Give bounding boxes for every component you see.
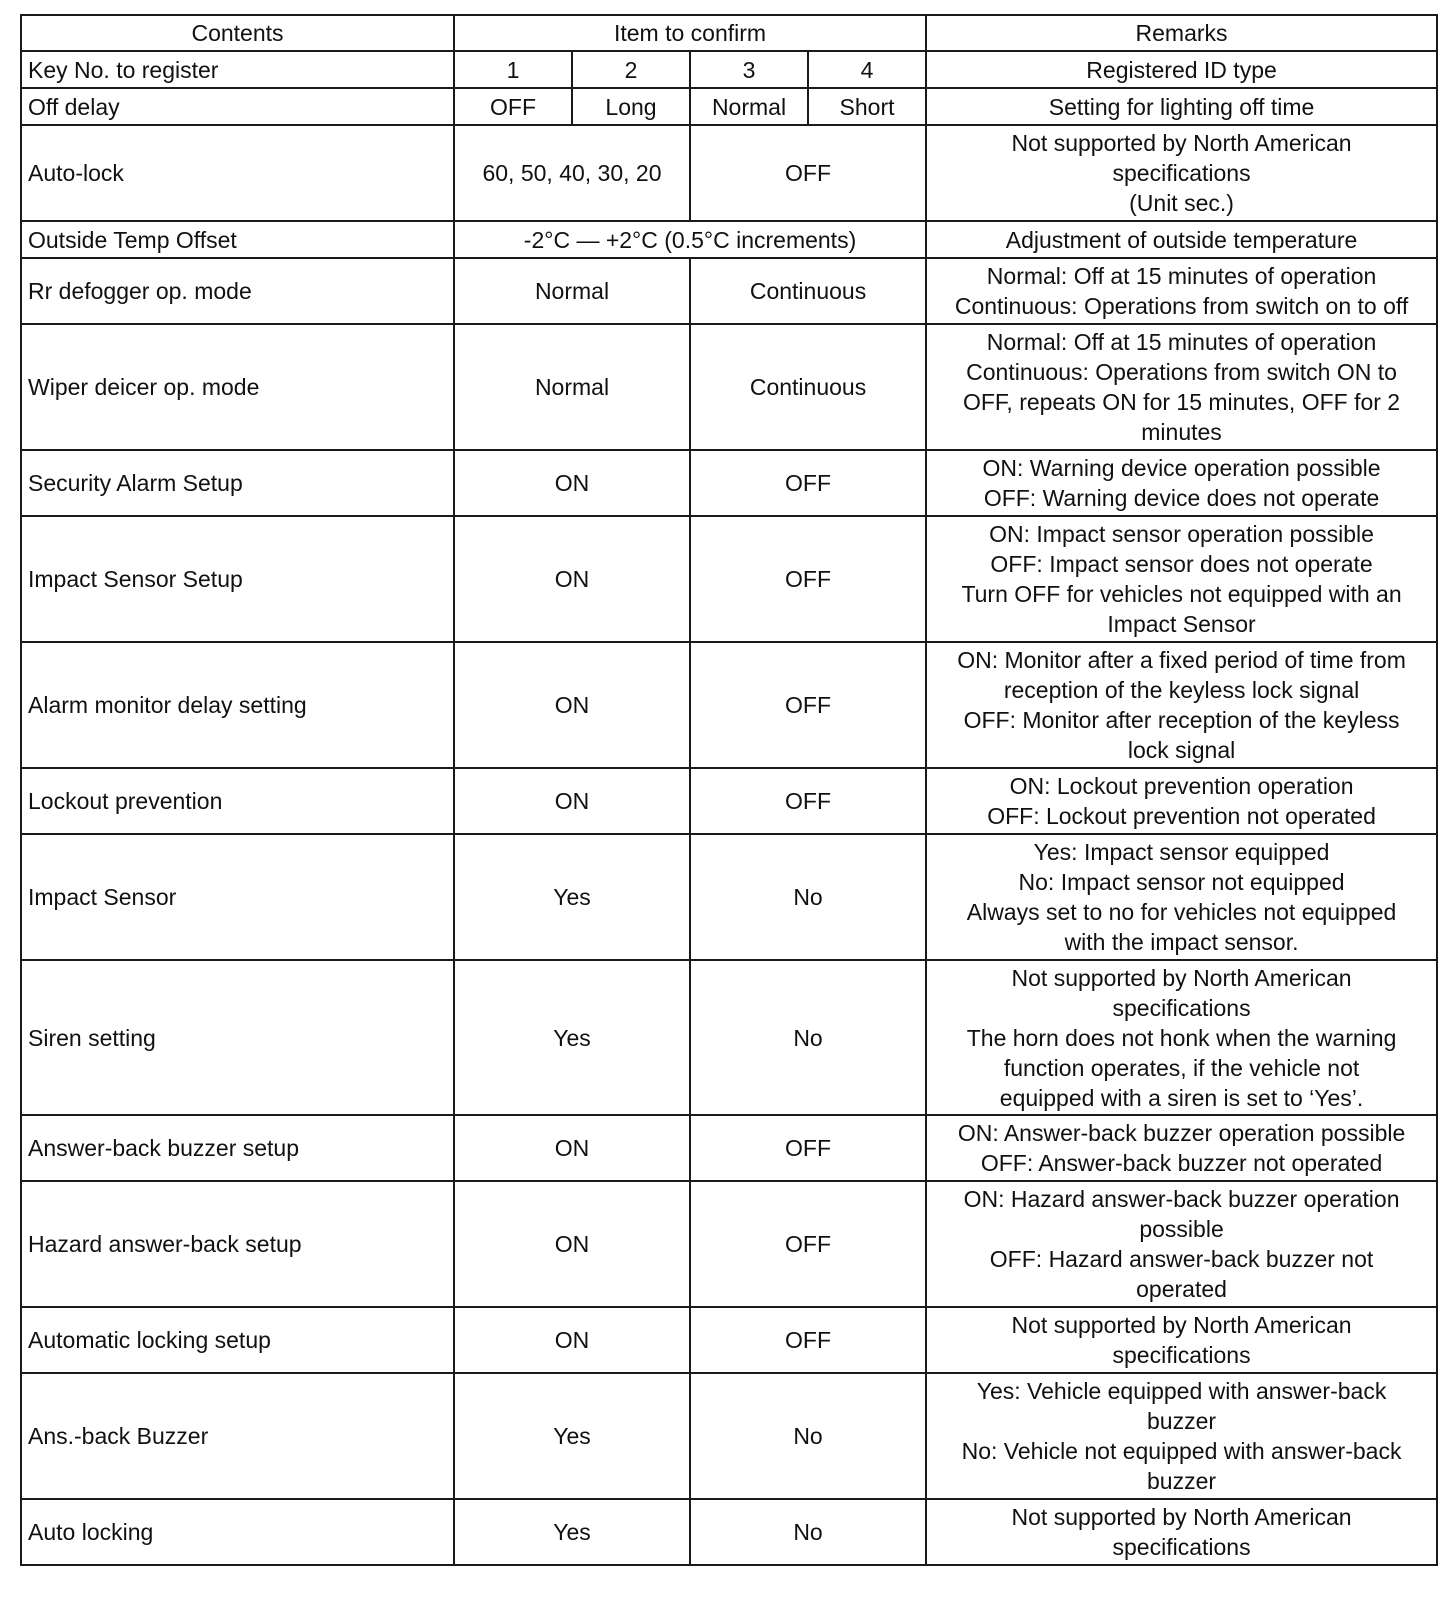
remarks-line: specifications <box>1112 994 1251 1021</box>
row-remarks <box>926 960 1437 1115</box>
remarks-line: ON: Warning device operation possible <box>982 455 1381 481</box>
row-label: Wiper deicer op. mode <box>21 324 454 450</box>
option-a-value: Normal <box>454 324 690 450</box>
settings-table <box>20 14 1438 1566</box>
option-b-value: No <box>690 1373 926 1499</box>
table-row <box>21 642 1437 768</box>
row-label: Answer-back buzzer setup <box>21 1115 454 1181</box>
remarks-line: OFF: Monitor after reception of the keyless <box>963 707 1400 733</box>
remarks-line: reception of the keyless lock signal <box>1003 677 1360 703</box>
option-rows <box>21 258 1437 1565</box>
option-a-value: Yes <box>454 960 690 1115</box>
off-delay-option-3: Normal <box>690 88 808 125</box>
temp-offset-range: -2°C — +2°C (0.5°C increments) <box>454 221 926 258</box>
remarks-line: specifications <box>1112 1342 1251 1368</box>
remarks-line: equipped with a siren is set to ‘Yes’. <box>999 1084 1364 1111</box>
remarks-line: Turn OFF for vehicles not equipped with an <box>961 581 1402 607</box>
table-row <box>21 1307 1437 1373</box>
row-remarks <box>926 1115 1437 1181</box>
option-a-value: ON <box>454 1181 690 1307</box>
table-row <box>21 768 1437 834</box>
remarks-line: Normal: Off at 15 minutes of operation <box>986 263 1377 289</box>
option-b-value: OFF <box>690 450 926 516</box>
option-b-value: OFF <box>690 642 926 768</box>
row-remarks <box>926 834 1437 960</box>
remarks-line: (Unit sec.) <box>1129 190 1234 216</box>
key-number-1: 1 <box>454 51 572 88</box>
option-b-value: No <box>690 834 926 960</box>
key-number-row <box>21 51 1437 88</box>
row-label: Siren setting <box>21 960 454 1115</box>
row-label: Alarm monitor delay setting <box>21 642 454 768</box>
option-a-value: Yes <box>454 834 690 960</box>
row-remarks: Registered ID type <box>926 51 1437 88</box>
row-label: Impact Sensor <box>21 834 454 960</box>
row-remarks <box>926 642 1437 768</box>
option-a-value: Yes <box>454 1373 690 1499</box>
row-remarks <box>926 768 1437 834</box>
remarks-line: Continuous: Operations from switch ON to <box>966 359 1397 385</box>
remarks-line: Always set to no for vehicles not equipped <box>966 899 1397 925</box>
option-b-value: OFF <box>690 768 926 834</box>
remarks-line: minutes <box>1141 419 1222 445</box>
remarks-line: Impact Sensor <box>1107 611 1256 637</box>
off-delay-option-1: OFF <box>454 88 572 125</box>
spec-page <box>20 14 1438 1566</box>
remarks-line: buzzer <box>1147 1408 1217 1434</box>
table-row <box>21 1499 1437 1565</box>
remarks-line: The horn does not honk when the warning <box>966 1024 1397 1051</box>
option-a-value: ON <box>454 1115 690 1181</box>
temp-offset-row <box>21 221 1437 258</box>
remarks-line: Yes: Vehicle equipped with answer-back <box>976 1378 1387 1404</box>
remarks-line: ON: Monitor after a fixed period of time from <box>957 647 1406 673</box>
row-label: Hazard answer-back setup <box>21 1181 454 1307</box>
remarks-line: specifications <box>1112 1534 1251 1560</box>
key-number-2: 2 <box>572 51 690 88</box>
option-a-value: Normal <box>454 258 690 324</box>
remarks-line: buzzer <box>1147 1468 1217 1494</box>
row-label: Auto locking <box>21 1499 454 1565</box>
table-row <box>21 834 1437 960</box>
option-a-value: ON <box>454 768 690 834</box>
remarks-line: possible <box>1139 1216 1224 1242</box>
option-b-value: Continuous <box>690 258 926 324</box>
off-delay-row <box>21 88 1437 125</box>
row-remarks <box>926 1307 1437 1373</box>
row-label: Ans.-back Buzzer <box>21 1373 454 1499</box>
table-row <box>21 258 1437 324</box>
key-number-4: 4 <box>808 51 926 88</box>
table-row <box>21 450 1437 516</box>
remarks-line: specifications <box>1112 160 1251 186</box>
remarks-line: No: Vehicle not equipped with answer-back <box>961 1438 1402 1464</box>
row-label: Auto-lock <box>21 125 454 221</box>
header-item-to-confirm: Item to confirm <box>454 15 926 51</box>
auto-lock-option-a: 60, 50, 40, 30, 20 <box>454 125 690 221</box>
option-a-value: ON <box>454 642 690 768</box>
remarks-line: ON: Lockout prevention operation <box>1009 773 1354 799</box>
row-remarks <box>926 125 1437 221</box>
row-remarks: Adjustment of outside temperature <box>926 221 1437 258</box>
option-a-value: ON <box>454 450 690 516</box>
option-b-value: No <box>690 960 926 1115</box>
header-remarks: Remarks <box>926 15 1437 51</box>
option-a-value: Yes <box>454 1499 690 1565</box>
row-label: Rr defogger op. mode <box>21 258 454 324</box>
option-b-value: No <box>690 1499 926 1565</box>
row-remarks <box>926 450 1437 516</box>
remarks-line: OFF, repeats ON for 15 minutes, OFF for 2 <box>962 389 1401 415</box>
row-remarks <box>926 1499 1437 1565</box>
row-label: Off delay <box>21 88 454 125</box>
option-b-value: Continuous <box>690 324 926 450</box>
row-remarks <box>926 1373 1437 1499</box>
row-remarks <box>926 324 1437 450</box>
row-label: Outside Temp Offset <box>21 221 454 258</box>
remarks-line: OFF: Impact sensor does not operate <box>990 551 1373 577</box>
remarks-line: Continuous: Operations from switch on to off <box>954 293 1409 319</box>
auto-lock-row <box>21 125 1437 221</box>
option-b-value: OFF <box>690 516 926 642</box>
remarks-line: Not supported by North American <box>1011 964 1352 991</box>
remarks-line: Not supported by North American <box>1011 1504 1352 1530</box>
off-delay-option-2: Long <box>572 88 690 125</box>
remarks-line: Not supported by North American <box>1011 130 1352 156</box>
remarks-line: OFF: Lockout prevention not operated <box>987 803 1376 829</box>
key-number-3: 3 <box>690 51 808 88</box>
table-row <box>21 1115 1437 1181</box>
row-remarks: Setting for lighting off time <box>926 88 1437 125</box>
remarks-line: operated <box>1136 1276 1227 1302</box>
row-label: Impact Sensor Setup <box>21 516 454 642</box>
remarks-line: ON: Answer-back buzzer operation possible <box>957 1120 1406 1146</box>
option-b-value: OFF <box>690 1115 926 1181</box>
remarks-line: ON: Hazard answer-back buzzer operation <box>963 1186 1400 1212</box>
row-label: Lockout prevention <box>21 768 454 834</box>
row-label: Key No. to register <box>21 51 454 88</box>
header-row <box>21 15 1437 51</box>
table-row <box>21 516 1437 642</box>
table-row <box>21 1373 1437 1499</box>
table-row <box>21 324 1437 450</box>
option-a-value: ON <box>454 516 690 642</box>
remarks-line: Yes: Impact sensor equipped <box>1033 839 1330 865</box>
remarks-line: No: Impact sensor not equipped <box>1018 869 1345 895</box>
remarks-line: function operates, if the vehicle not <box>1003 1054 1360 1081</box>
row-remarks <box>926 516 1437 642</box>
table-row <box>21 960 1437 1115</box>
table-row <box>21 1181 1437 1307</box>
header-contents: Contents <box>21 15 454 51</box>
option-b-value: OFF <box>690 1307 926 1373</box>
remarks-line: Not supported by North American <box>1011 1312 1352 1338</box>
off-delay-option-4: Short <box>808 88 926 125</box>
option-b-value: OFF <box>690 1181 926 1307</box>
row-label: Automatic locking setup <box>21 1307 454 1373</box>
remarks-line: with the impact sensor. <box>1064 929 1299 955</box>
remarks-line: lock signal <box>1127 737 1236 763</box>
row-remarks <box>926 1181 1437 1307</box>
auto-lock-option-b: OFF <box>690 125 926 221</box>
row-label: Security Alarm Setup <box>21 450 454 516</box>
row-remarks <box>926 258 1437 324</box>
option-a-value: ON <box>454 1307 690 1373</box>
remarks-line: ON: Impact sensor operation possible <box>989 521 1374 547</box>
remarks-line: Normal: Off at 15 minutes of operation <box>986 329 1377 355</box>
remarks-line: OFF: Warning device does not operate <box>983 485 1380 511</box>
remarks-line: OFF: Answer-back buzzer not operated <box>980 1150 1383 1176</box>
remarks-line: OFF: Hazard answer-back buzzer not <box>989 1246 1374 1272</box>
